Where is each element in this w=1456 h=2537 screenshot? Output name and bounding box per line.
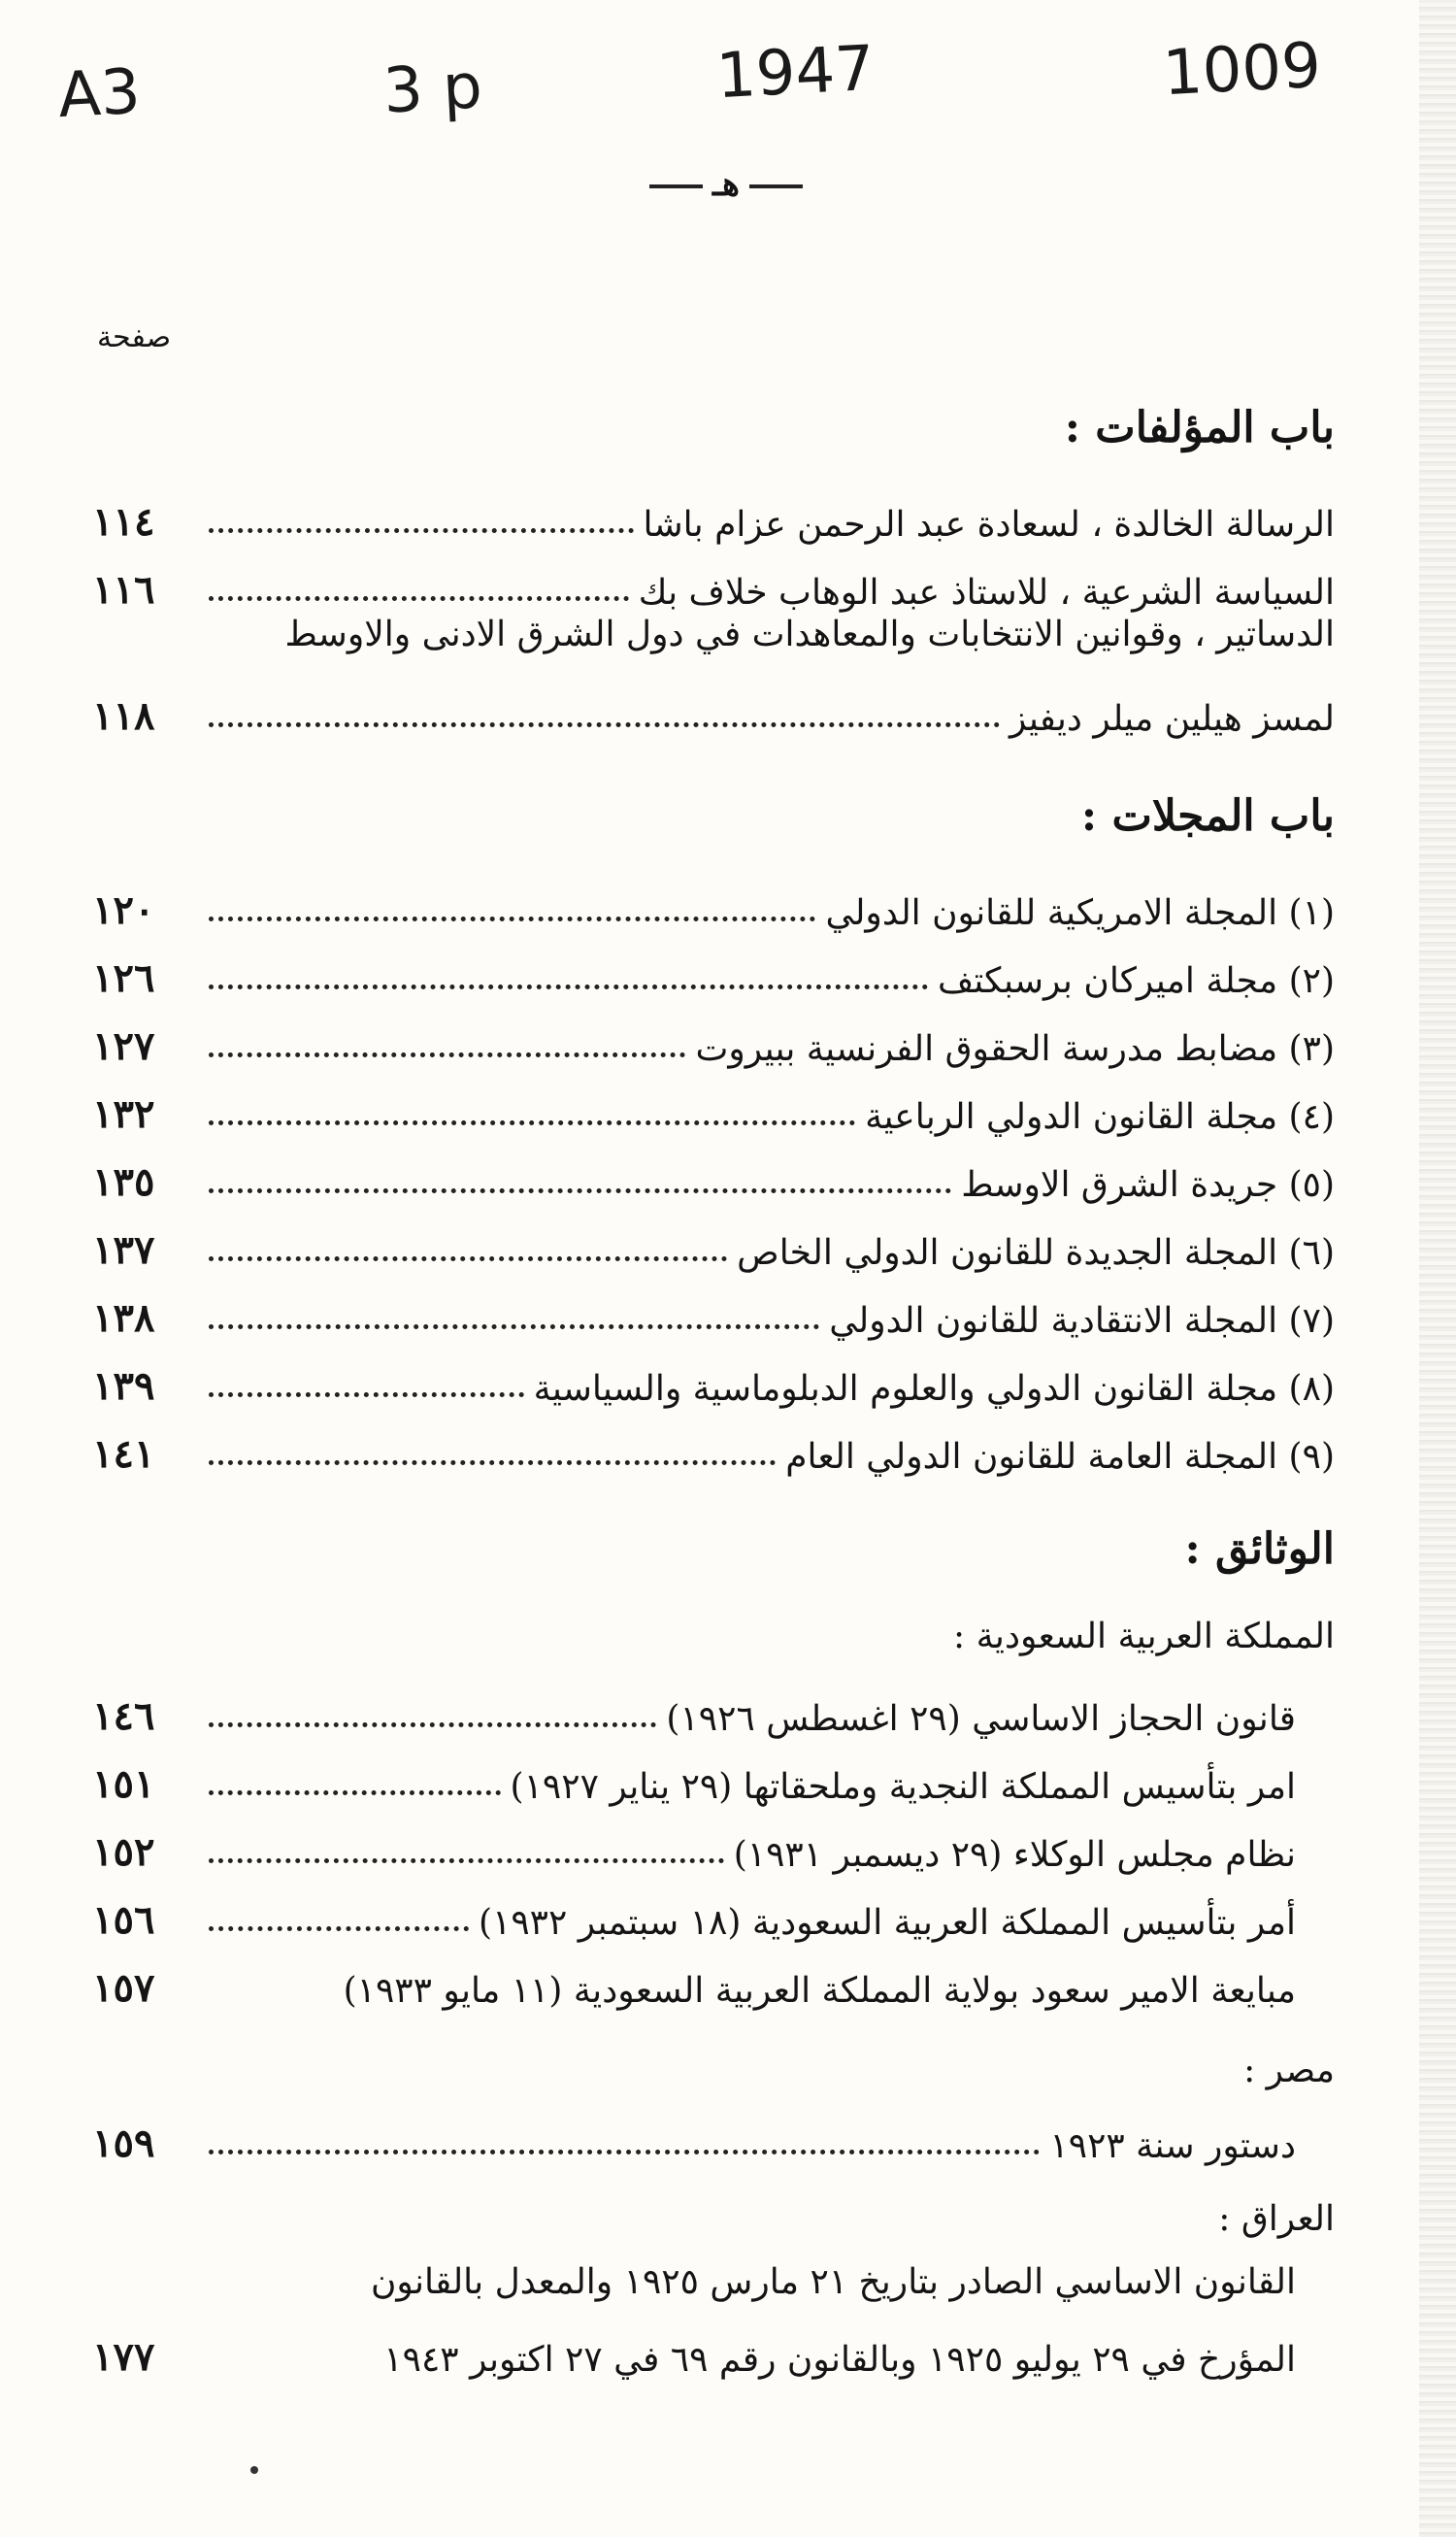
entry-page: ١٣٥ [92,1159,155,1205]
authors-section-title: باب المؤلفات : [1064,403,1335,452]
leader-dots [209,1790,501,1795]
entry-page: ١٥١ [92,1761,155,1807]
toc-entry [92,1286,1335,1341]
leader-dots [209,1460,776,1465]
page-column-header: صفحة [97,320,172,354]
scan-edge [1419,0,1456,2537]
entry-page: ١١٤ [92,499,155,545]
entry-page: ١٣٩ [92,1363,155,1409]
egypt-heading: مصر : [1243,2051,1335,2090]
toc-entry [92,1753,1335,1807]
toc-entry [92,2112,1335,2166]
entry-title: أمر بتأسيس المملكة العربية السعودية (١٨ سبتمبر ١٩٣٢) [478,1903,1296,1943]
entry-title: (٤) مجلة القانون الدولي الرباعية [865,1097,1335,1137]
toc-entry [92,1015,1335,1069]
entry-title-line1: القانون الاساسي الصادر بتاريخ ٢١ مارس ١٩٢٥ والمعدل بالقانون [370,2262,1296,2302]
entry-title: (١) المجلة الامريكية للقانون الدولي [825,893,1335,933]
leader-dots [209,985,928,989]
entry-page: ١٥٦ [92,1897,155,1943]
entry-title: (٣) مضابط مدرسة الحقوق الفرنسية ببيروت [695,1029,1335,1069]
entry-title: امر بتأسيس المملكة النجدية وملحقاتها (٢٩ يناير ١٩٢٧) [510,1767,1296,1807]
handwritten-mark-left: A3 [56,55,143,133]
journals-section-title: باب المجلات : [1080,791,1335,841]
entry-page: ١٢٠ [92,887,155,933]
entry-page: ١١٦ [92,567,155,613]
toc-entry [92,1218,1335,1273]
saudi-heading: المملكة العربية السعودية : [953,1617,1335,1656]
leader-dots [209,722,1000,727]
entry-title: (٦) المجلة الجديدة للقانون الدولي الخاص [737,1233,1335,1273]
entry-title: دستور سنة ١٩٢٣ [1049,2126,1296,2166]
leader-dots [209,1858,724,1863]
leader-dots [209,1256,727,1261]
toc-entry [92,684,1335,739]
entry-title: نظام مجلس الوكلاء (٢٩ ديسمبر ١٩٣١) [733,1835,1296,1875]
toc-entry [92,1151,1335,1205]
leader-dots [209,2150,1040,2154]
leader-dots [209,1392,524,1397]
entry-title: السياسة الشرعية ، للاستاذ عبد الوهاب خلاف بك [638,573,1335,613]
entry-title-line2: لمسز هيلين ميلر ديفيز [1009,699,1335,739]
entry-title: (٩) المجلة العامة للقانون الدولي العام [785,1437,1335,1477]
handwritten-pages: 3 p [381,50,484,128]
entry-title: قانون الحجاز الاساسي (٢٩ اغسطس ١٩٢٦) [666,1699,1296,1739]
leader-dots [209,1324,819,1329]
entry-page: ١٥٧ [92,1965,155,2011]
toc-entry [92,2325,1335,2380]
toc-entry [92,1422,1335,1477]
handwritten-number: 1009 [1161,29,1323,111]
toc-entry [92,947,1335,1001]
toc-entry [92,1956,1335,2011]
toc-entry [92,1685,1335,1739]
entry-page: ١١٨ [92,693,155,739]
leader-dots [209,1052,685,1057]
toc-entry [92,490,1335,545]
leader-dots [209,1120,855,1125]
toc-entry [92,1354,1335,1409]
toc-entry [92,1083,1335,1137]
entry-page: ١٥٩ [92,2120,155,2166]
documents-section-title: الوثائق : [1184,1524,1335,1574]
entry-title: مبايعة الامير سعود بولاية المملكة العربية السعودية (١١ مايو ١٩٣٣) [343,1971,1296,2011]
entry-page: ١٤٦ [92,1693,155,1739]
page-letter: هـ [629,165,823,204]
toc-entry [92,879,1335,933]
entry-title-line2: المؤرخ في ٢٩ يوليو ١٩٢٥ وبالقانون رقم ٦٩ في ٢٧ اكتوبر ١٩٤٣ [383,2340,1296,2380]
leader-dots [209,1188,951,1193]
entry-title: (٢) مجلة اميركان برسبكتف [938,961,1335,1001]
leader-dots [209,1926,469,1931]
toc-entry [92,1888,1335,1943]
entry-page: ١٣٨ [92,1295,155,1341]
entry-page: ١٣٧ [92,1227,155,1273]
entry-page: ١٢٦ [92,955,155,1001]
entry-title: (٥) جريدة الشرق الاوسط [961,1165,1335,1205]
iraq-heading: العراق : [1218,2199,1335,2239]
stray-mark [250,2466,258,2474]
entry-page: ١٥٢ [92,1829,155,1875]
leader-dots [209,528,634,533]
entry-title-line1: الدساتير ، وقوانين الانتخابات والمعاهدات في دول الشرق الادنى والاوسط [284,615,1335,654]
entry-page: ١٤١ [92,1431,155,1477]
entry-title: (٧) المجلة الانتقادية للقانون الدولي [829,1301,1335,1341]
leader-dots [209,917,815,921]
entry-title: الرسالة الخالدة ، لسعادة عبد الرحمن عزام باشا [643,505,1335,545]
leader-dots [209,596,629,601]
entry-page: ١٧٧ [92,2334,155,2380]
entry-title: (٨) مجلة القانون الدولي والعلوم الدبلوماسية والسياسية [533,1369,1335,1409]
toc-entry [92,558,1335,613]
leader-dots [209,1722,656,1727]
entry-page: ١٣٢ [92,1091,155,1137]
entry-page: ١٢٧ [92,1023,155,1069]
handwritten-year: 1947 [714,32,877,114]
toc-entry [92,1820,1335,1875]
